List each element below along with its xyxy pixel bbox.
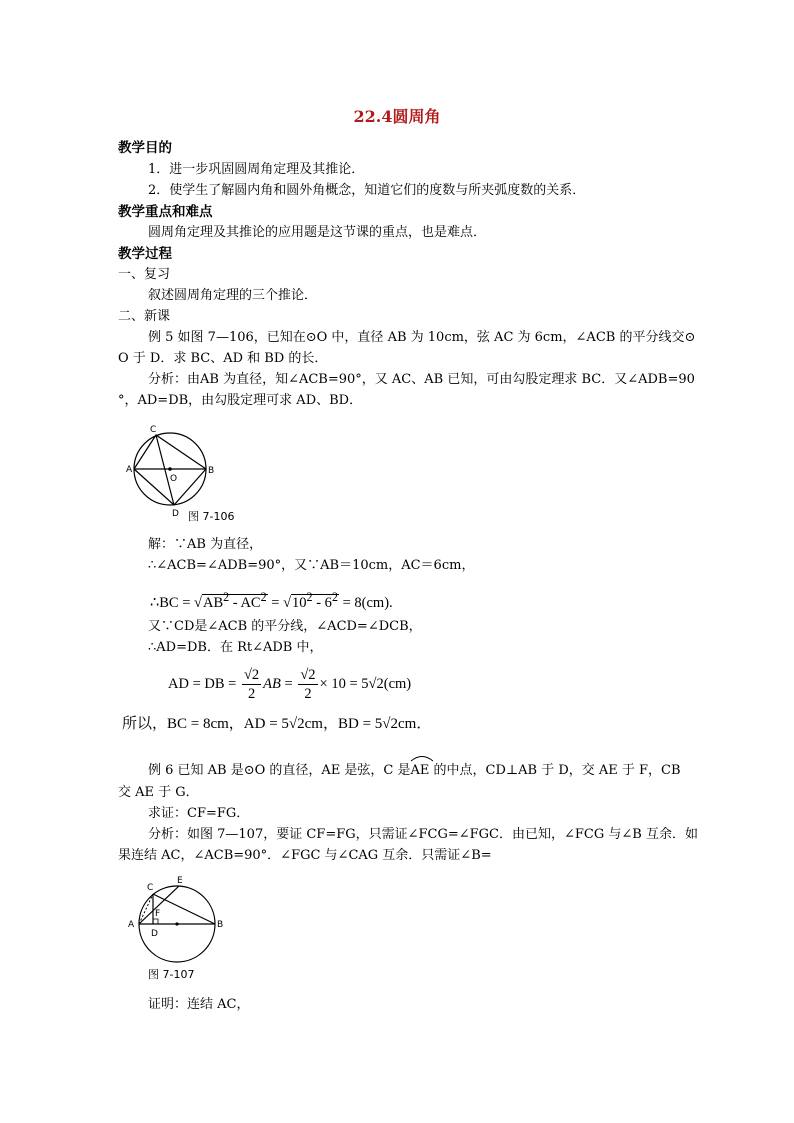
- solution-line5: ∴AD=DB．在 Rt∠ADB 中，: [148, 640, 323, 655]
- caption-7-107: 图 7-107: [148, 968, 195, 981]
- section-review: 一、复习: [118, 267, 171, 282]
- example6-line2: 交 AE 于 G．: [118, 785, 199, 800]
- example5-line2: O 于 D．求 BC、AD 和 BD 的长．: [118, 351, 328, 366]
- page-title: 22.4圆周角: [353, 107, 441, 126]
- proof-line1: 证明：连结 AC，: [148, 997, 250, 1012]
- analysis6-line1: 分析：如图 7—107，要证 CF=FG，只需证∠FCG=∠FGC．由已知，∠FCG 与∠B 互余．如: [148, 827, 698, 842]
- example6-line1: 例 6 已知 AB 是⊙O 的直径，AE 是弦，C 是 AE 的中点，CD⊥AB 于 D，交 AE 于 F，CB: [148, 760, 681, 780]
- label-F: F: [155, 909, 161, 919]
- label-D: D: [151, 929, 158, 939]
- goal-1: 1．进一步巩固圆周角定理及其推论．: [148, 162, 365, 177]
- heading-process: 教学过程: [118, 246, 172, 262]
- analysis5-line2: °，AD=DB，由勾股定理可求 AD、BD．: [118, 393, 363, 408]
- solution-line1: 解：∵AB 为直径，: [148, 537, 263, 552]
- caption-7-106: 图 7-106: [188, 510, 235, 523]
- solution-final: 所以，BC = 8cm，AD = 5√2cm，BD = 5√2cm．: [122, 716, 432, 732]
- label-B: B: [208, 466, 215, 476]
- label-C: C: [147, 883, 154, 893]
- review-text: 叙述圆周角定理的三个推论．: [148, 288, 318, 303]
- label-E: E: [177, 876, 183, 886]
- label-D: D: [172, 509, 179, 519]
- label-A: A: [128, 920, 135, 930]
- key-text: 圆周角定理及其推论的应用题是这节课的重点，也是难点．: [148, 225, 487, 240]
- section-new: 二、新课: [118, 309, 171, 324]
- solution-line4: 又∵CD是∠ACB 的平分线，∠ACD=∠DCB，: [148, 619, 422, 634]
- analysis6-line2: 果连结 AC，∠ACB=90°．∠FGC 与∠CAG 互余．只需证∠B=: [118, 848, 492, 863]
- figure-7-107: [124, 872, 234, 964]
- label-A: A: [126, 465, 133, 475]
- label-C: C: [150, 425, 157, 435]
- solution-line2: ∴∠ACB=∠ADB=90°，又∵AB＝10cm，AC＝6cm，: [148, 558, 475, 573]
- label-B: B: [217, 920, 224, 930]
- label-O: O: [170, 474, 178, 484]
- heading-key: 教学重点和难点: [118, 204, 213, 220]
- heading-goal: 教学目的: [118, 140, 172, 156]
- example5-line1: 例 5 如图 7—106，已知在⊙O 中，直径 AB 为 10cm，弦 AC 为 6cm，∠ACB 的平分线交⊙: [148, 330, 696, 345]
- analysis5-line1: 分析：由AB 为直径，知∠ACB=90°，又 AC、AB 已知，可由勾股定理求 BC．又∠ADB=90: [148, 372, 695, 387]
- prove-statement: 求证：CF=FG．: [148, 806, 250, 821]
- formula-bc: ∴BC = $√AB^2 - AC^2 = √10^2 - 6^2 = 8(cm)$.: [150, 590, 393, 611]
- goal-2: 2．使学生了解圆内角和圆外角概念，知道它们的度数与所夹弧度数的关系．: [148, 183, 586, 198]
- formula-ad: AD = DB = $\frac{√2}{2}$ AB = $\frac{√2}{2}$ × 10 = 5√2(cm): [168, 667, 412, 703]
